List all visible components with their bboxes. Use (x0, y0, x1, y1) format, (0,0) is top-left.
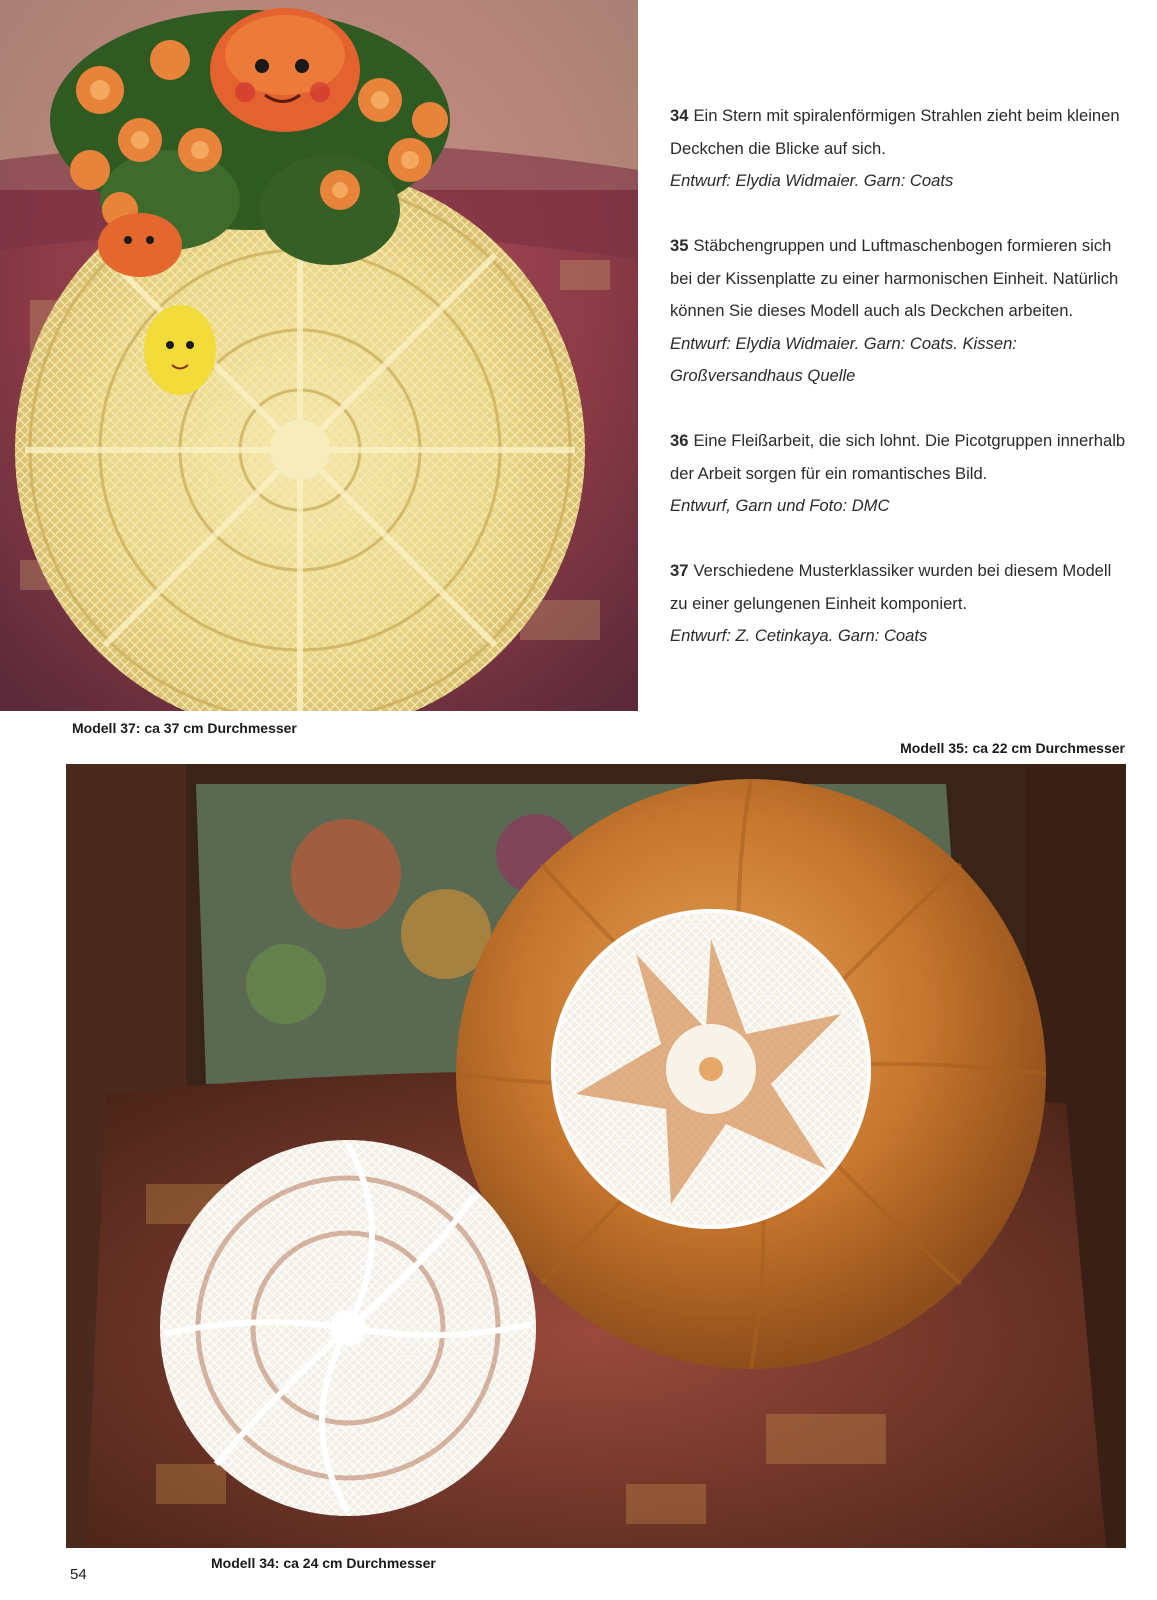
entry-credit: Entwurf: Elydia Widmaier. Garn: Coats. Kissen: Großversandhaus Quelle (670, 333, 1017, 385)
entry-credit: Entwurf: Elydia Widmaier. Garn: Coats (670, 171, 954, 190)
entry-text: Verschiedene Musterklassiker wurden bei diesem Modell zu einer gelungenen Einheit komponiert. (670, 561, 1112, 613)
entry-model-35 (670, 230, 1132, 393)
photo-model-37-illustration (0, 0, 638, 711)
page-number: 54 (70, 1566, 87, 1583)
entry-model-37 (670, 555, 1132, 653)
photo-model-37 (0, 0, 638, 711)
entry-number: 34 (670, 106, 689, 125)
entry-text: Stäbchengruppen und Luftmaschenbogen formieren sich bei der Kissenplatte zu einer harmonischen Einheit. Natürlich können Sie dieses Modell auch als Deckchen arbeiten. (670, 236, 1119, 320)
caption-model-37: Modell 37: ca 37 cm Durchmesser (72, 720, 297, 736)
caption-model-35: Modell 35: ca 22 cm Durchmesser (900, 740, 1125, 756)
white-doily-model-34 (160, 1140, 536, 1516)
lemon-figure-icon (144, 305, 216, 395)
entry-text: Eine Fleißarbeit, die sich lohnt. Die Picotgruppen innerhalb der Arbeit sorgen für ein romantisches Bild. (670, 431, 1126, 483)
entry-number: 35 (670, 236, 689, 255)
photo-models-34-35 (66, 764, 1126, 1548)
orange-cushion (456, 779, 1046, 1369)
entry-text: Ein Stern mit spiralenförmigen Strahlen zieht beim kleinen Deckchen die Blicke auf sich. (670, 106, 1120, 158)
entry-number: 36 (670, 431, 689, 450)
entry-credit: Entwurf, Garn und Foto: DMC (670, 496, 890, 515)
white-doily-model-35 (551, 909, 871, 1229)
entry-model-36 (670, 425, 1132, 523)
entry-model-34 (670, 100, 1132, 198)
entry-credit: Entwurf: Z. Cetinkaya. Garn: Coats (670, 626, 928, 645)
orange-figure-icon (98, 213, 182, 277)
caption-model-34: Modell 34: ca 24 cm Durchmesser (211, 1555, 436, 1571)
entry-number: 37 (670, 561, 689, 580)
photo-models-34-35-illustration (66, 764, 1126, 1548)
